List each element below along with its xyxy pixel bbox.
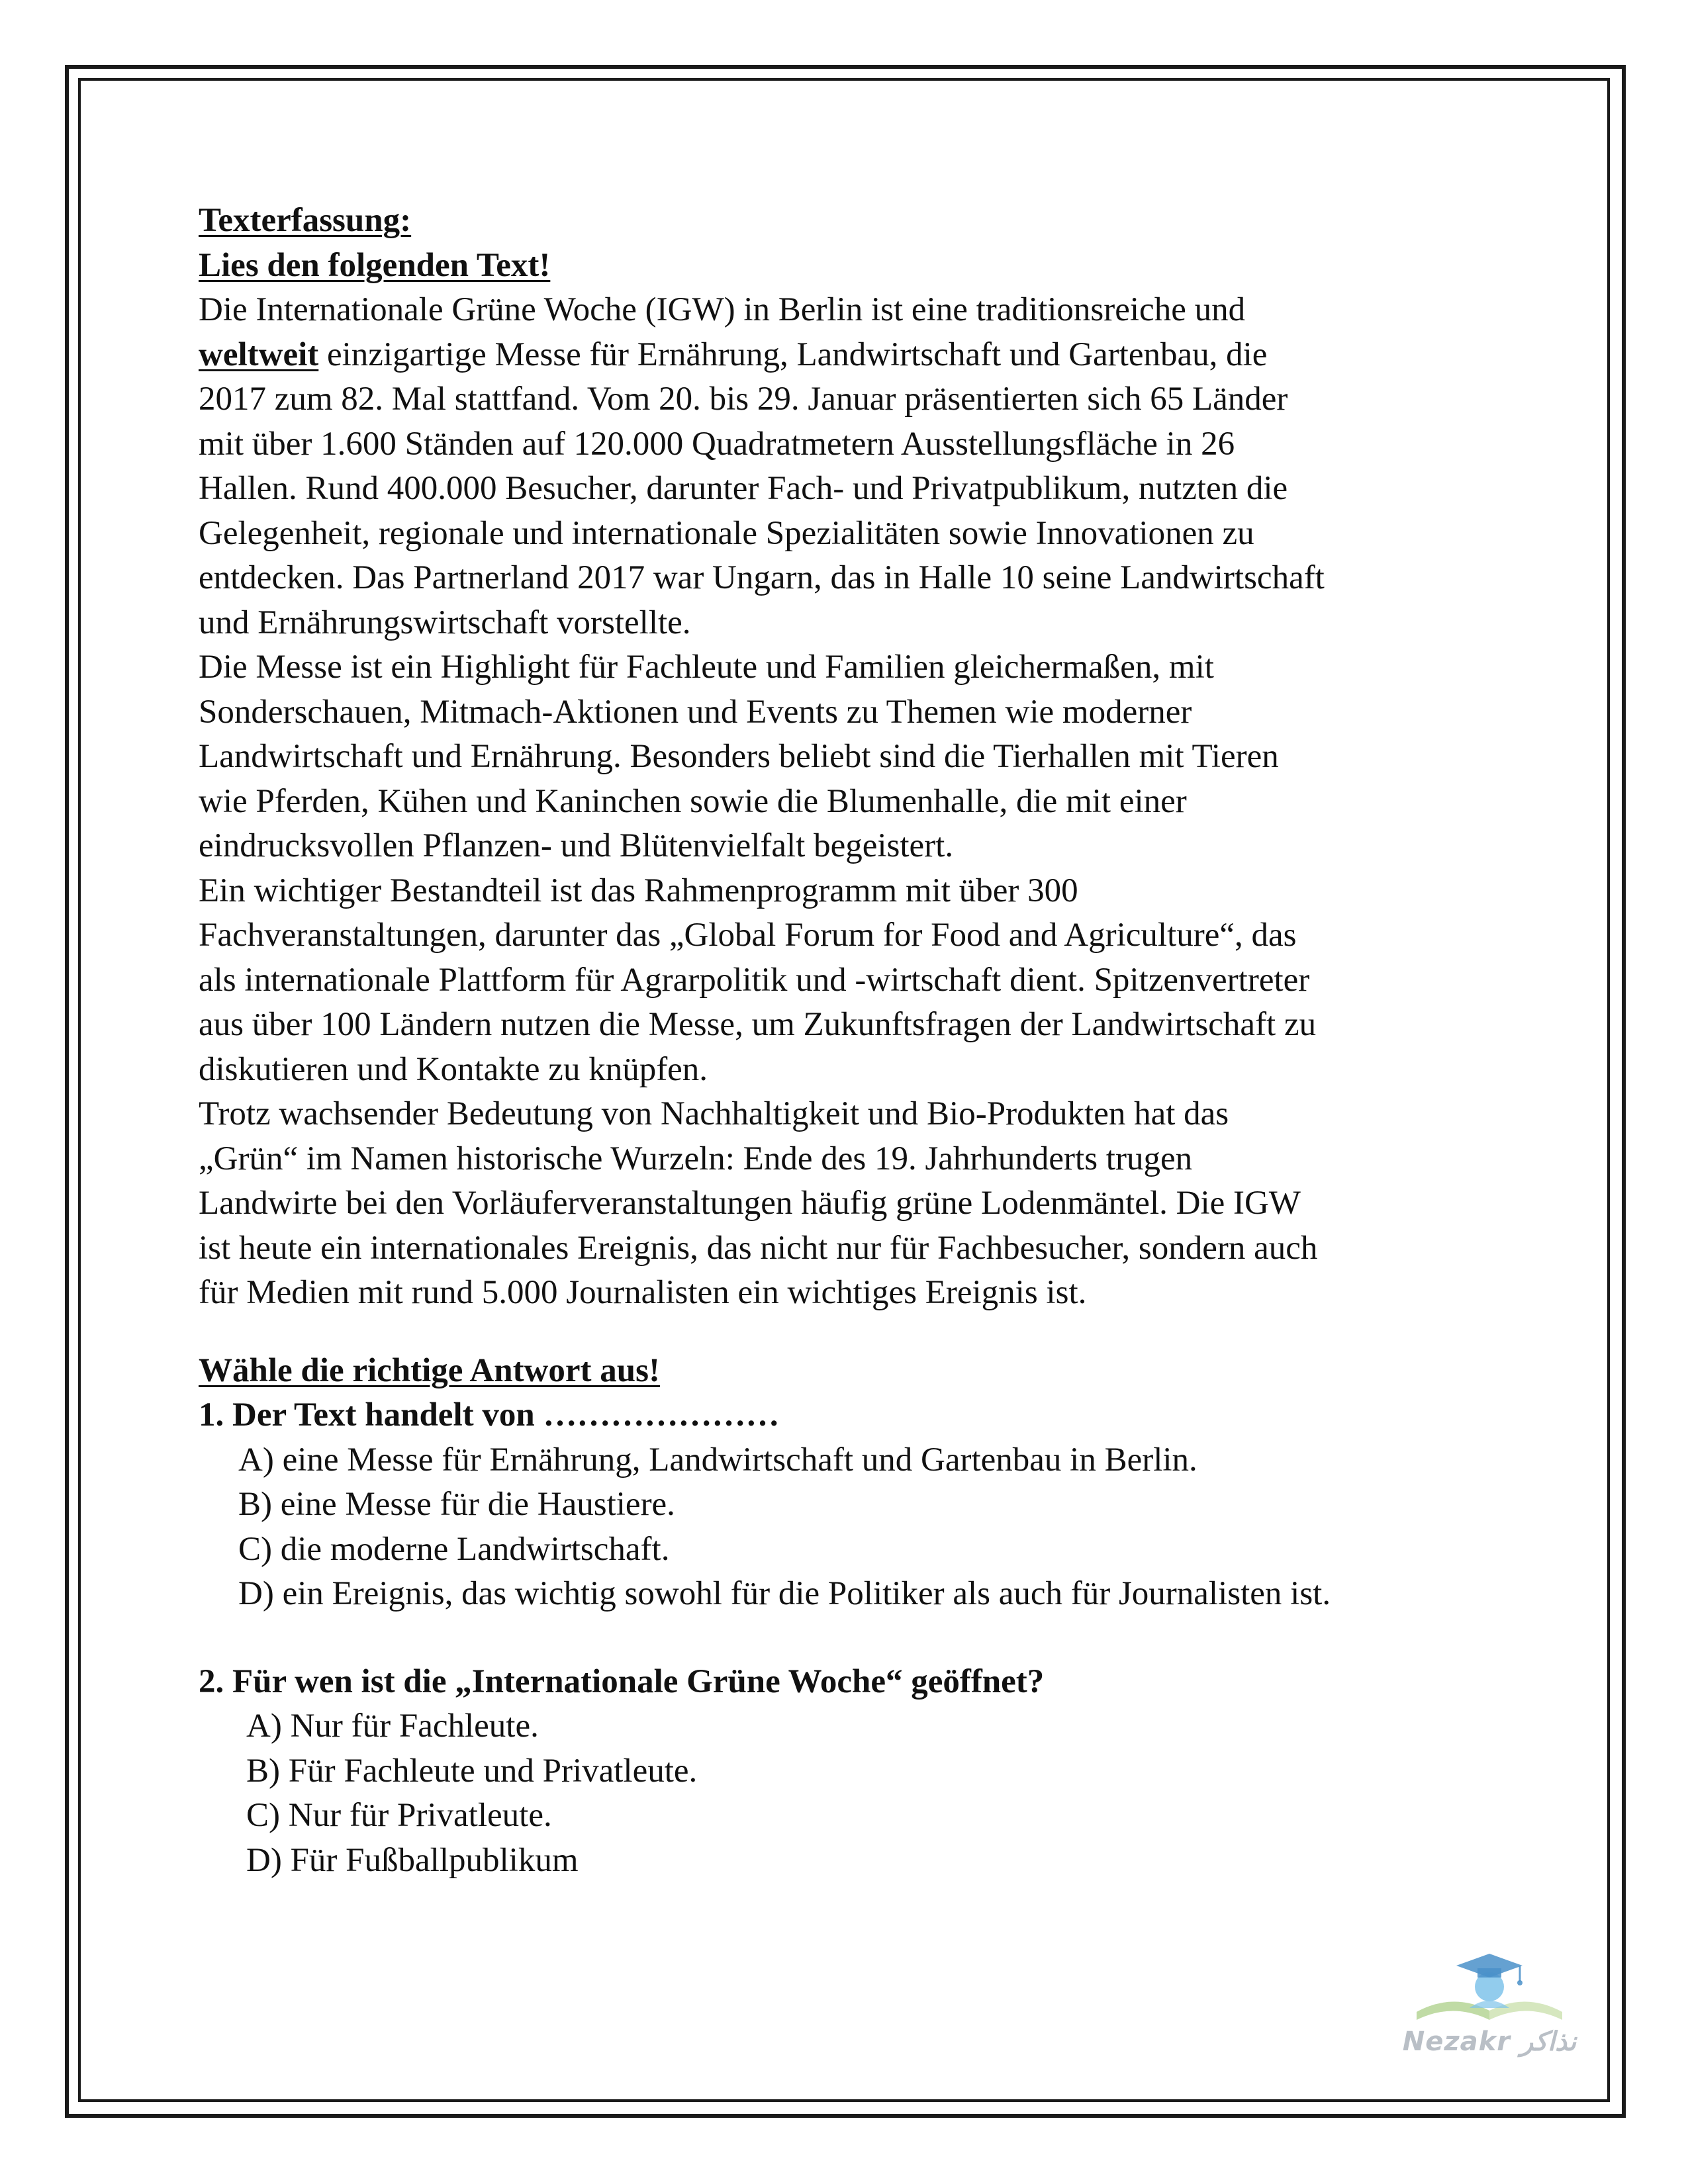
question-1 [199,1393,1496,1617]
text-line: für Medien mit rund 5.000 Journalisten ein wichtiges Ereignis ist. [199,1274,1087,1311]
text-line: entdecken. Das Partnerland 2017 war Ungarn, das in Halle 10 seine Landwirtschaft [199,559,1325,596]
answer-options [199,1438,1496,1617]
text-line: aus über 100 Ländern nutzen die Messe, um Zukunftsfragen der Landwirtschaft zu [199,1006,1317,1043]
section-title: Texterfassung: [199,202,412,239]
text-line: Landwirtschaft und Ernährung. Besonders beliebt sind die Tierhallen mit Tieren [199,738,1279,775]
question-text: 2. Für wen ist die „Internationale Grüne Woche“ geöffnet? [199,1662,1045,1700]
text-line: 2017 zum 82. Mal stattfand. Vom 20. bis 29. Januar präsentierten sich 65 Länder [199,381,1288,418]
answer-option-c[interactable]: C) Nur für Privatleute. [246,1797,552,1834]
text-line: Trotz wachsender Bedeutung von Nachhaltigkeit und Bio-Produkten hat das [199,1095,1229,1132]
answer-option-b[interactable]: B) Für Fachleute und Privatleute. [246,1752,698,1790]
answer-option-b[interactable]: B) eine Messe für die Haustiere. [238,1486,675,1523]
text-line: eindrucksvollen Pflanzen- und Blütenvielfalt begeistert. [199,827,954,864]
question-2 [199,1660,1496,1884]
answer-option-c[interactable]: C) die moderne Landwirtschaft. [238,1530,670,1568]
text-line: Gelegenheit, regionale und internationale Spezialitäten sowie Innovationen zu [199,514,1254,552]
text-line: Landwirte bei den Vorläuferveranstaltungen häufig grüne Lodenmäntel. Die IGW [199,1185,1301,1222]
text-line: mit über 1.600 Ständen auf 120.000 Quadratmetern Ausstellungsfläche in 26 [199,425,1235,463]
text-line-rest: einzigartige Messe für Ernährung, Landwirtschaft und Gartenbau, die [327,336,1268,373]
watermark-latin: Nezakr [1402,2026,1511,2057]
watermark-text [1390,2026,1589,2057]
graduation-book-icon [1390,1939,1589,2028]
text-line: Sonderschauen, Mitmach-Aktionen und Events zu Themen wie moderner [199,693,1192,731]
answer-option-d[interactable]: D) Für Fußballpublikum [246,1841,579,1879]
text-line: diskutieren und Kontakte zu knüpfen. [199,1050,708,1088]
text-line [199,333,1496,378]
answer-options [199,1704,1496,1883]
text-line: „Grün“ im Namen historische Wurzeln: Ende des 19. Jahrhunderts trugen [199,1140,1193,1177]
text-line: Fachveranstaltungen, darunter das „Global Forum for Food and Agriculture“, das [199,917,1297,954]
keyword-weltweit: weltweit [199,336,319,373]
question-text: 1. Der Text handelt von ………………… [199,1396,780,1433]
answer-option-a[interactable]: A) Nur für Fachleute. [246,1707,539,1745]
text-line: wie Pferden, Kühen und Kaninchen sowie die Blumenhalle, die mit einer [199,782,1187,820]
answer-option-a[interactable]: A) eine Messe für Ernährung, Landwirtschaft und Gartenbau in Berlin. [238,1441,1197,1479]
text-line: Die Messe ist ein Highlight für Fachleute und Familien gleichermaßen, mit [199,649,1214,686]
text-line: ist heute ein internationales Ereignis, das nicht nur für Fachbesucher, sondern auch [199,1229,1318,1267]
exercise-instruction: Wähle die richtige Antwort aus! [199,1351,660,1389]
watermark-logo [1390,1939,1589,2065]
text-line: als internationale Plattform für Agrarpolitik und -wirtschaft dient. Spitzenvertreter [199,961,1310,999]
worksheet-content [199,199,1496,1883]
text-line: Ein wichtiger Bestandteil ist das Rahmenprogramm mit über 300 [199,872,1078,909]
text-line: und Ernährungswirtschaft vorstellte. [199,604,691,641]
reading-text [199,288,1496,1316]
text-line: Die Internationale Grüne Woche (IGW) in Berlin ist eine traditionsreiche und [199,291,1246,328]
text-line: Hallen. Rund 400.000 Besucher, darunter Fach- und Privatpublikum, nutzten die [199,470,1288,507]
reading-instruction: Lies den folgenden Text! [199,246,551,284]
answer-option-d[interactable]: D) ein Ereignis, das wichtig sowohl für die Politiker als auch für Journalisten ist. [238,1575,1331,1612]
watermark-arabic: نذاكر [1520,2026,1577,2057]
